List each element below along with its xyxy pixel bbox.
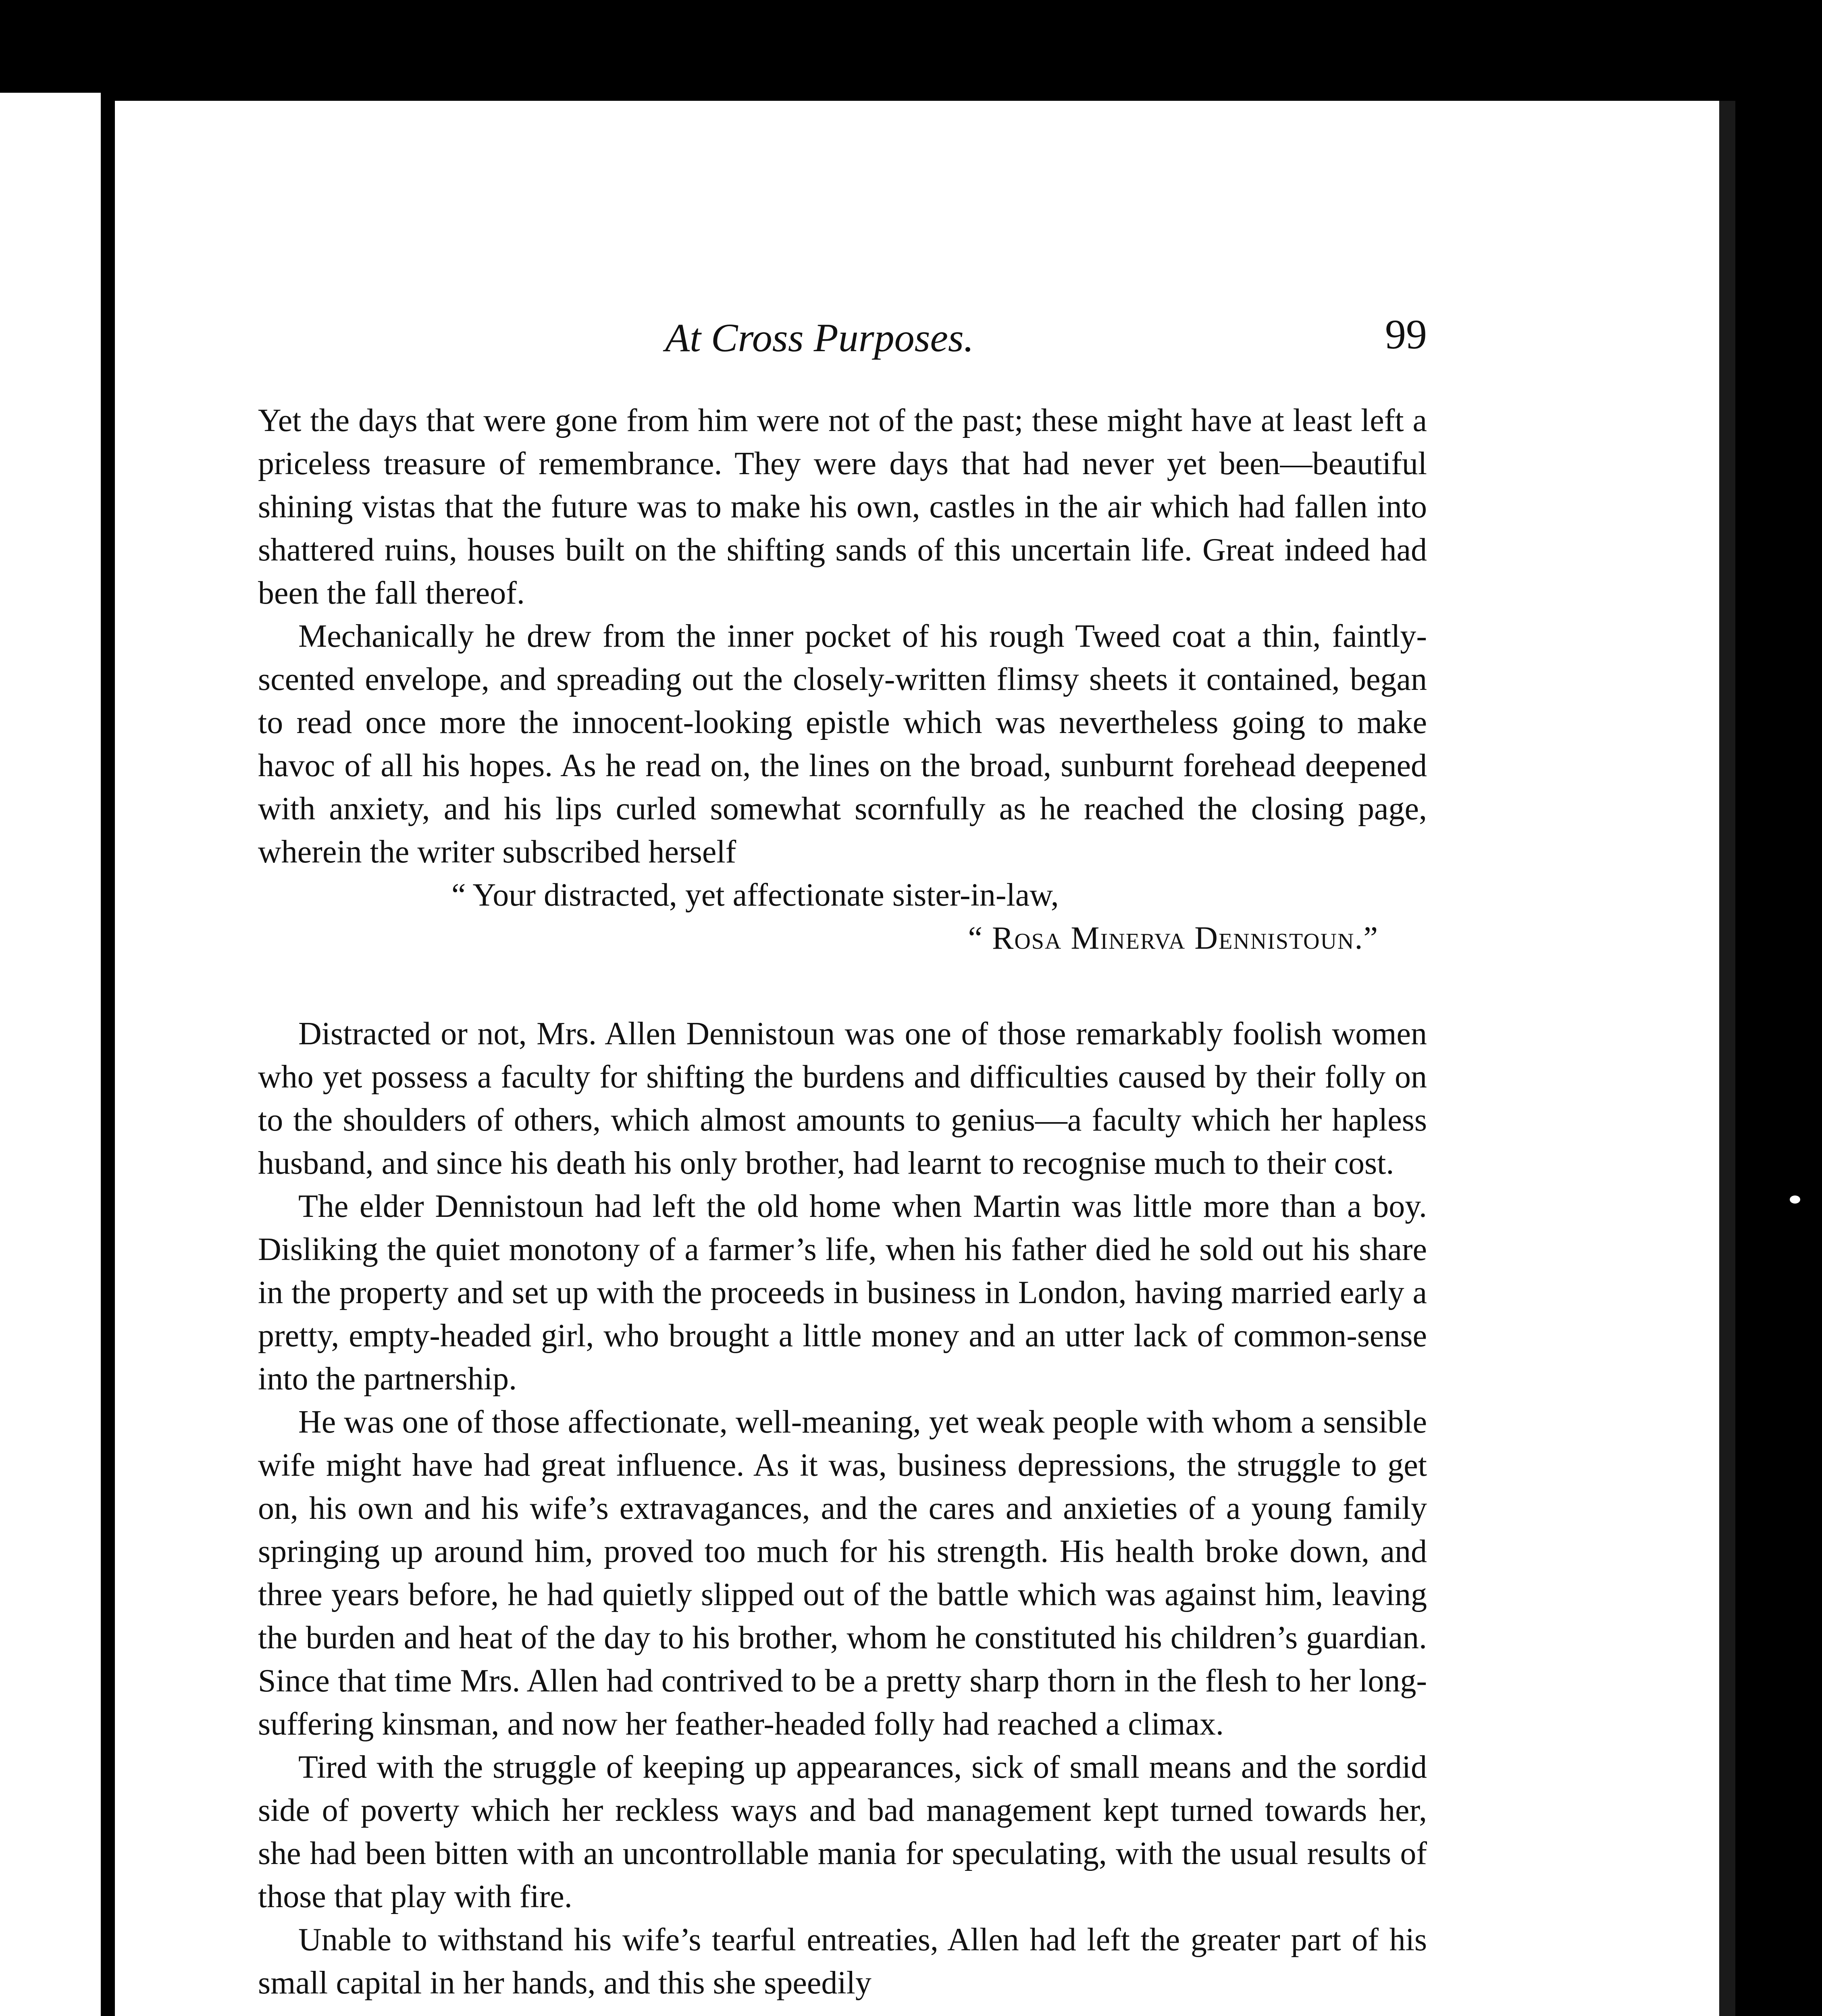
letter-signature: “ Rosa Minerva Dennistoun.” [968, 921, 1379, 956]
letter-closing: “ Your distracted, yet affectionate sister-in-law, [451, 877, 1059, 913]
facing-page-edge [0, 93, 101, 2016]
scan-speck [1790, 1195, 1800, 1204]
page-number: 99 [1385, 311, 1427, 358]
paragraph: Yet the days that were gone from him were not of the past; these might have at least left a priceless treasure of remembrance. They were days that had never yet been—beautiful shining vistas that the future was to make his own, castles in the air which had fallen into shattered ruins, houses built on the shifting sands of this uncertain life. Great indeed had been the fall thereof. [258, 403, 1427, 611]
paragraph: He was one of those affectionate, well-meaning, yet weak people with whom a sensible wife might have had great influence. As it was, business depressions, the struggle to get on, his own and his wife’s extravagances, and the cares and anxieties of a young family springing up around him, proved too much for his strength. His health broke down, and three years before, he had quietly slipped out of the battle which was against him, leaving the burden and heat of the day to his brother, whom he constituted his children’s guardian. Since that time Mrs. Allen had contrived to be a pretty sharp thorn in the flesh to her long-suffering kinsman, and now her feather-headed folly had reached a climax. [258, 1404, 1427, 1742]
paragraph: The elder Dennistoun had left the old home when Martin was little more than a boy. Disliking the quiet monotony of a farmer’s life, when his father died he sold out his share in the property and set up with the proceeds in business in London, having married early a pretty, empty-headed girl, who brought a little money and an utter lack of common-sense into the partnership. [258, 1189, 1427, 1397]
paragraph: Unable to withstand his wife’s tearful entreaties, Allen had left the greater part of his small capital in her hands, and this she speedily [258, 1922, 1427, 2001]
paragraph: Distracted or not, Mrs. Allen Dennistoun was one of those remarkably foolish women who yet possess a faculty for shifting the burdens and difficulties caused by their folly on to the shoulders of others, which almost amounts to genius—a faculty which her hapless husband, and since his death his only brother, had learnt to recognise much to their cost. [258, 1016, 1427, 1181]
paragraph: Mechanically he drew from the inner pocket of his rough Tweed coat a thin, faintly-scented envelope, and spreading out the closely-written flimsy sheets it contained, began to read once more the innocent-looking epistle which was nevertheless going to make havoc of all his hopes. As he read on, the lines on the broad, sunburnt forehead deepened with anxiety, and his lips curled somewhat scornfully as he reached the closing page, wherein the writer subscribed herself [258, 619, 1427, 870]
paragraph: Tired with the struggle of keeping up appearances, sick of small means and the sordid side of poverty which her reckless ways and bad management kept turned towards her, she had been bitten with an uncontrollable mania for speculating, with the usual results of those that play with fire. [258, 1749, 1427, 1914]
section-gap [258, 960, 1427, 1012]
page-header [258, 306, 1427, 367]
page-body [258, 399, 1427, 2005]
running-title: At Cross Purposes. [665, 315, 974, 360]
